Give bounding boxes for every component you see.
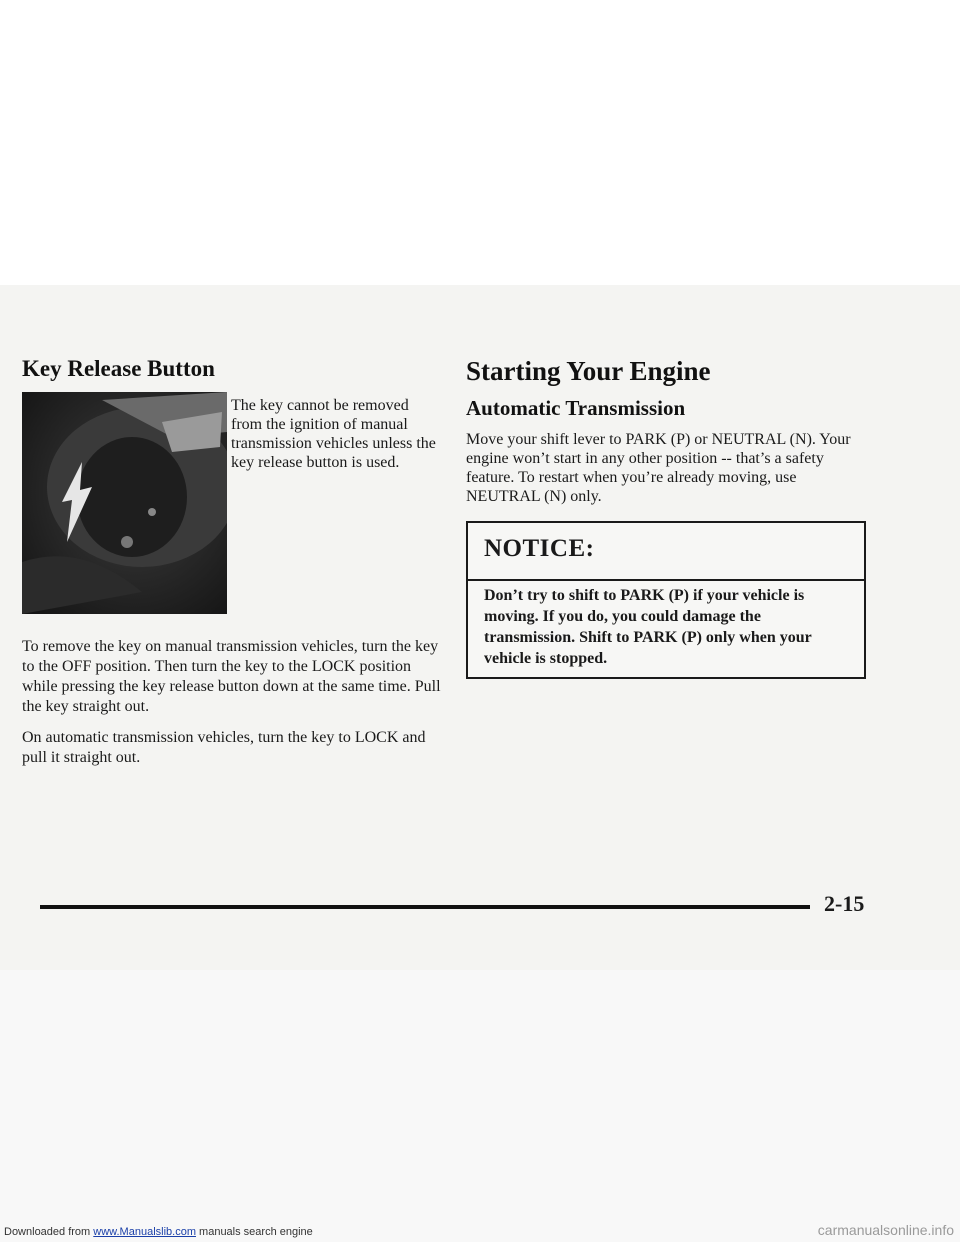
automatic-transmission-paragraph: On automatic transmission vehicles, turn the key to LOCK and pull it straight out.: [22, 729, 426, 766]
site-watermark: carmanualsonline.info: [817, 1222, 954, 1238]
footer-rule: [40, 905, 810, 909]
notice-divider: [468, 579, 864, 581]
watermark-suffix: manuals search engine: [195, 1226, 313, 1238]
watermark-prefix: Downloaded from: [4, 1226, 94, 1238]
notice-body: Don’t try to shift to PARK (P) if your vehicle is moving. If you do, you could damage the transmission. Shift to PARK (P) only when your vehicle is stopped.: [484, 587, 812, 667]
key-release-heading: Key Release Button: [22, 356, 215, 381]
key-release-intro: The key cannot be removed from the ignition of manual transmission vehicles unless the key release button is used.: [231, 397, 436, 471]
key-release-photo: [22, 392, 227, 614]
top-margin: [0, 0, 960, 285]
manual-transmission-paragraph: To remove the key on manual transmission vehicles, turn the key to the OFF position. Then turn the key to the LOCK position while pressing the key release button down at the same time. Pull the key straight out.: [22, 638, 441, 715]
manualslib-link[interactable]: www.Manualslib.com: [93, 1226, 196, 1238]
automatic-transmission-subheading: Automatic Transmission: [466, 396, 686, 420]
bottom-margin: [0, 970, 960, 1242]
download-watermark: [4, 1226, 313, 1238]
starting-engine-heading: Starting Your Engine: [466, 356, 711, 386]
notice-title: NOTICE:: [484, 535, 595, 562]
page-number: 2-15: [824, 891, 865, 916]
notice-box: [466, 521, 866, 679]
shift-lever-paragraph: Move your shift lever to PARK (P) or NEUTRAL (N). Your engine won’t start in any other position -- that’s a safety feature. To restart when you’re already moving, use NEUTRAL (N) only.: [466, 431, 851, 505]
